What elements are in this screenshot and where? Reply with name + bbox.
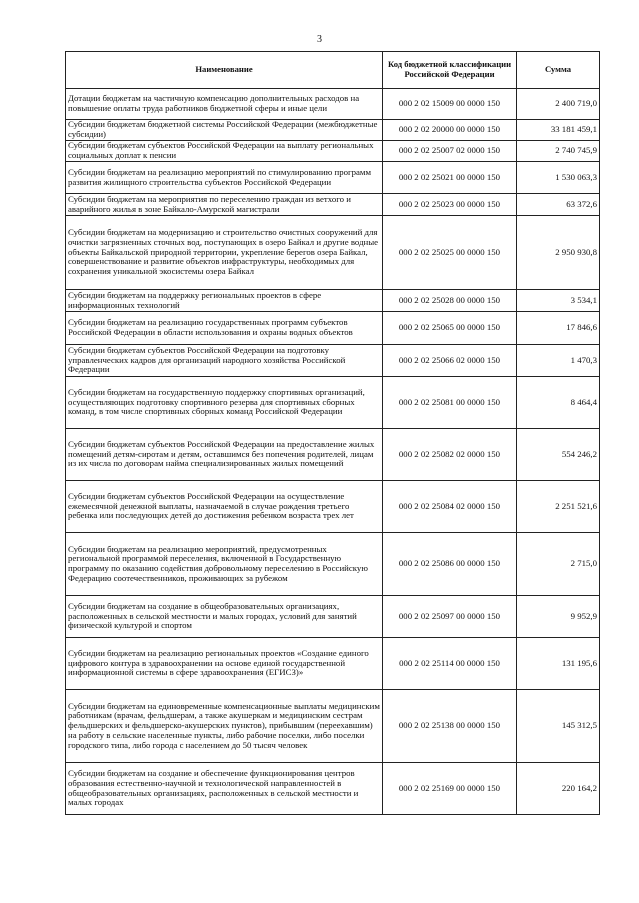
row-code: 000 2 02 20000 00 0000 150 xyxy=(383,120,517,141)
row-code: 000 2 02 25028 00 0000 150 xyxy=(383,290,517,312)
table-row xyxy=(66,312,600,345)
row-sum: 554 246,2 xyxy=(517,429,600,481)
row-name: Субсидии бюджетам субъектов Российской Федерации на осуществление ежемесячной денежной выплаты, назначаемой в случае рождения третьего ребенка или последующих детей до достижения ребенком возраста трех лет xyxy=(66,481,383,533)
header-code: Код бюджетной классификации Российской Федерации xyxy=(383,52,517,89)
row-sum: 2 715,0 xyxy=(517,533,600,596)
table-row xyxy=(66,377,600,429)
row-code: 000 2 02 15009 00 0000 150 xyxy=(383,89,517,120)
row-code: 000 2 02 25007 02 0000 150 xyxy=(383,141,517,162)
table-row xyxy=(66,216,600,290)
row-sum: 220 164,2 xyxy=(517,763,600,815)
row-sum: 131 195,6 xyxy=(517,638,600,690)
row-sum: 33 181 459,1 xyxy=(517,120,600,141)
table-header-row xyxy=(66,52,600,89)
header-sum: Сумма xyxy=(517,52,600,89)
row-sum: 3 534,1 xyxy=(517,290,600,312)
row-code: 000 2 02 25025 00 0000 150 xyxy=(383,216,517,290)
row-code: 000 2 02 25082 02 0000 150 xyxy=(383,429,517,481)
row-code: 000 2 02 25065 00 0000 150 xyxy=(383,312,517,345)
row-sum: 2 740 745,9 xyxy=(517,141,600,162)
page-number: 3 xyxy=(317,34,322,45)
row-code: 000 2 02 25138 00 0000 150 xyxy=(383,690,517,763)
row-name: Субсидии бюджетам на государственную поддержку спортивных организаций, осуществляющих подготовку спортивного резерва для спортивных сборных команд, в том числе спортивных сборных команд Российской Федерации xyxy=(66,377,383,429)
table-row xyxy=(66,89,600,120)
row-code: 000 2 02 25021 00 0000 150 xyxy=(383,162,517,194)
row-name: Субсидии бюджетам на мероприятия по переселению граждан из ветхого и аварийного жилья в зоне Байкало-Амурской магистрали xyxy=(66,194,383,216)
row-code: 000 2 02 25023 00 0000 150 xyxy=(383,194,517,216)
row-code: 000 2 02 25081 00 0000 150 xyxy=(383,377,517,429)
row-name: Субсидии бюджетам на реализацию региональных проектов «Создание единого цифрового контура в здравоохранении на основе единой государственной информационной системы в сфере здравоохранения (ЕГИСЗ)» xyxy=(66,638,383,690)
row-code: 000 2 02 25169 00 0000 150 xyxy=(383,763,517,815)
row-name: Субсидии бюджетам на создание и обеспечение функционирования центров образования естественно-научной и технологической направленностей в общеобразовательных организациях, расположенных в сельской местности и малых городах xyxy=(66,763,383,815)
row-sum: 9 952,9 xyxy=(517,596,600,638)
row-name: Субсидии бюджетам на модернизацию и строительство очистных сооружений для очистки загрязненных сточных вод, поступающих в озеро Байкал и другие водные объекты Байкальской природной территории, укрепление берегов озера Байкал, совершенствование и развитие объектов инфраструктуры, необходимых для сохранения уникальной экосистемы озера Байкал xyxy=(66,216,383,290)
row-name: Субсидии бюджетам на создание в общеобразовательных организациях, расположенных в сельской местности и малых городах, условий для занятий физической культурой и спортом xyxy=(66,596,383,638)
row-name: Субсидии бюджетам на реализацию мероприятий по стимулированию программ развития жилищного строительства субъектов Российской Федерации xyxy=(66,162,383,194)
row-name: Дотации бюджетам на частичную компенсацию дополнительных расходов на повышение оплаты труда работников бюджетной сферы и иные цели xyxy=(66,89,383,120)
row-sum: 2 950 930,8 xyxy=(517,216,600,290)
row-sum: 17 846,6 xyxy=(517,312,600,345)
budget-table xyxy=(65,51,600,815)
table-row xyxy=(66,290,600,312)
row-name: Субсидии бюджетам субъектов Российской Федерации на предоставление жилых помещений детям-сиротам и детям, оставшимся без попечения родителей, лицам из их числа по договорам найма специализированных жилых помещений xyxy=(66,429,383,481)
row-name: Субсидии бюджетам на единовременные компенсационные выплаты медицинским работникам (врачам, фельдшерам, а также акушеркам и медицинским сестрам фельдшерских и фельдшерско-акушерских пунктов), прибывшим (переехавшим) на работу в сельские населенные пункты, либо рабочие поселки, либо поселки городского типа, либо города с населением до 50 тысяч человек xyxy=(66,690,383,763)
row-name: Субсидии бюджетам на реализацию государственных программ субъектов Российской Федерации в области использования и охраны водных объектов xyxy=(66,312,383,345)
row-sum: 1 470,3 xyxy=(517,345,600,377)
table-row xyxy=(66,120,600,141)
table-row xyxy=(66,533,600,596)
table-row xyxy=(66,596,600,638)
table-row xyxy=(66,763,600,815)
row-name: Субсидии бюджетам на поддержку региональных проектов в сфере информационных технологий xyxy=(66,290,383,312)
table-row xyxy=(66,162,600,194)
table-row xyxy=(66,690,600,763)
row-code: 000 2 02 25114 00 0000 150 xyxy=(383,638,517,690)
table-row xyxy=(66,429,600,481)
row-code: 000 2 02 25084 02 0000 150 xyxy=(383,481,517,533)
header-name: Наименование xyxy=(66,52,383,89)
row-sum: 2 251 521,6 xyxy=(517,481,600,533)
row-sum: 1 530 063,3 xyxy=(517,162,600,194)
row-code: 000 2 02 25066 02 0000 150 xyxy=(383,345,517,377)
row-name: Субсидии бюджетам на реализацию мероприятий, предусмотренных региональной программой переселения, включенной в Государственную программу по оказанию содействия добровольному переселению в Российскую Федерацию соотечественников, проживающих за рубежом xyxy=(66,533,383,596)
row-name: Субсидии бюджетам субъектов Российской Федерации на выплату региональных социальных доплат к пенсии xyxy=(66,141,383,162)
table-row xyxy=(66,194,600,216)
row-sum: 63 372,6 xyxy=(517,194,600,216)
table-row xyxy=(66,638,600,690)
table-row xyxy=(66,141,600,162)
row-code: 000 2 02 25097 00 0000 150 xyxy=(383,596,517,638)
row-code: 000 2 02 25086 00 0000 150 xyxy=(383,533,517,596)
row-sum: 2 400 719,0 xyxy=(517,89,600,120)
table-row xyxy=(66,481,600,533)
row-sum: 8 464,4 xyxy=(517,377,600,429)
row-sum: 145 312,5 xyxy=(517,690,600,763)
table-row xyxy=(66,345,600,377)
row-name: Субсидии бюджетам бюджетной системы Российской Федерации (межбюджетные субсидии) xyxy=(66,120,383,141)
row-name: Субсидии бюджетам субъектов Российской Федерации на подготовку управленческих кадров для организаций народного хозяйства Российской Федерации xyxy=(66,345,383,377)
